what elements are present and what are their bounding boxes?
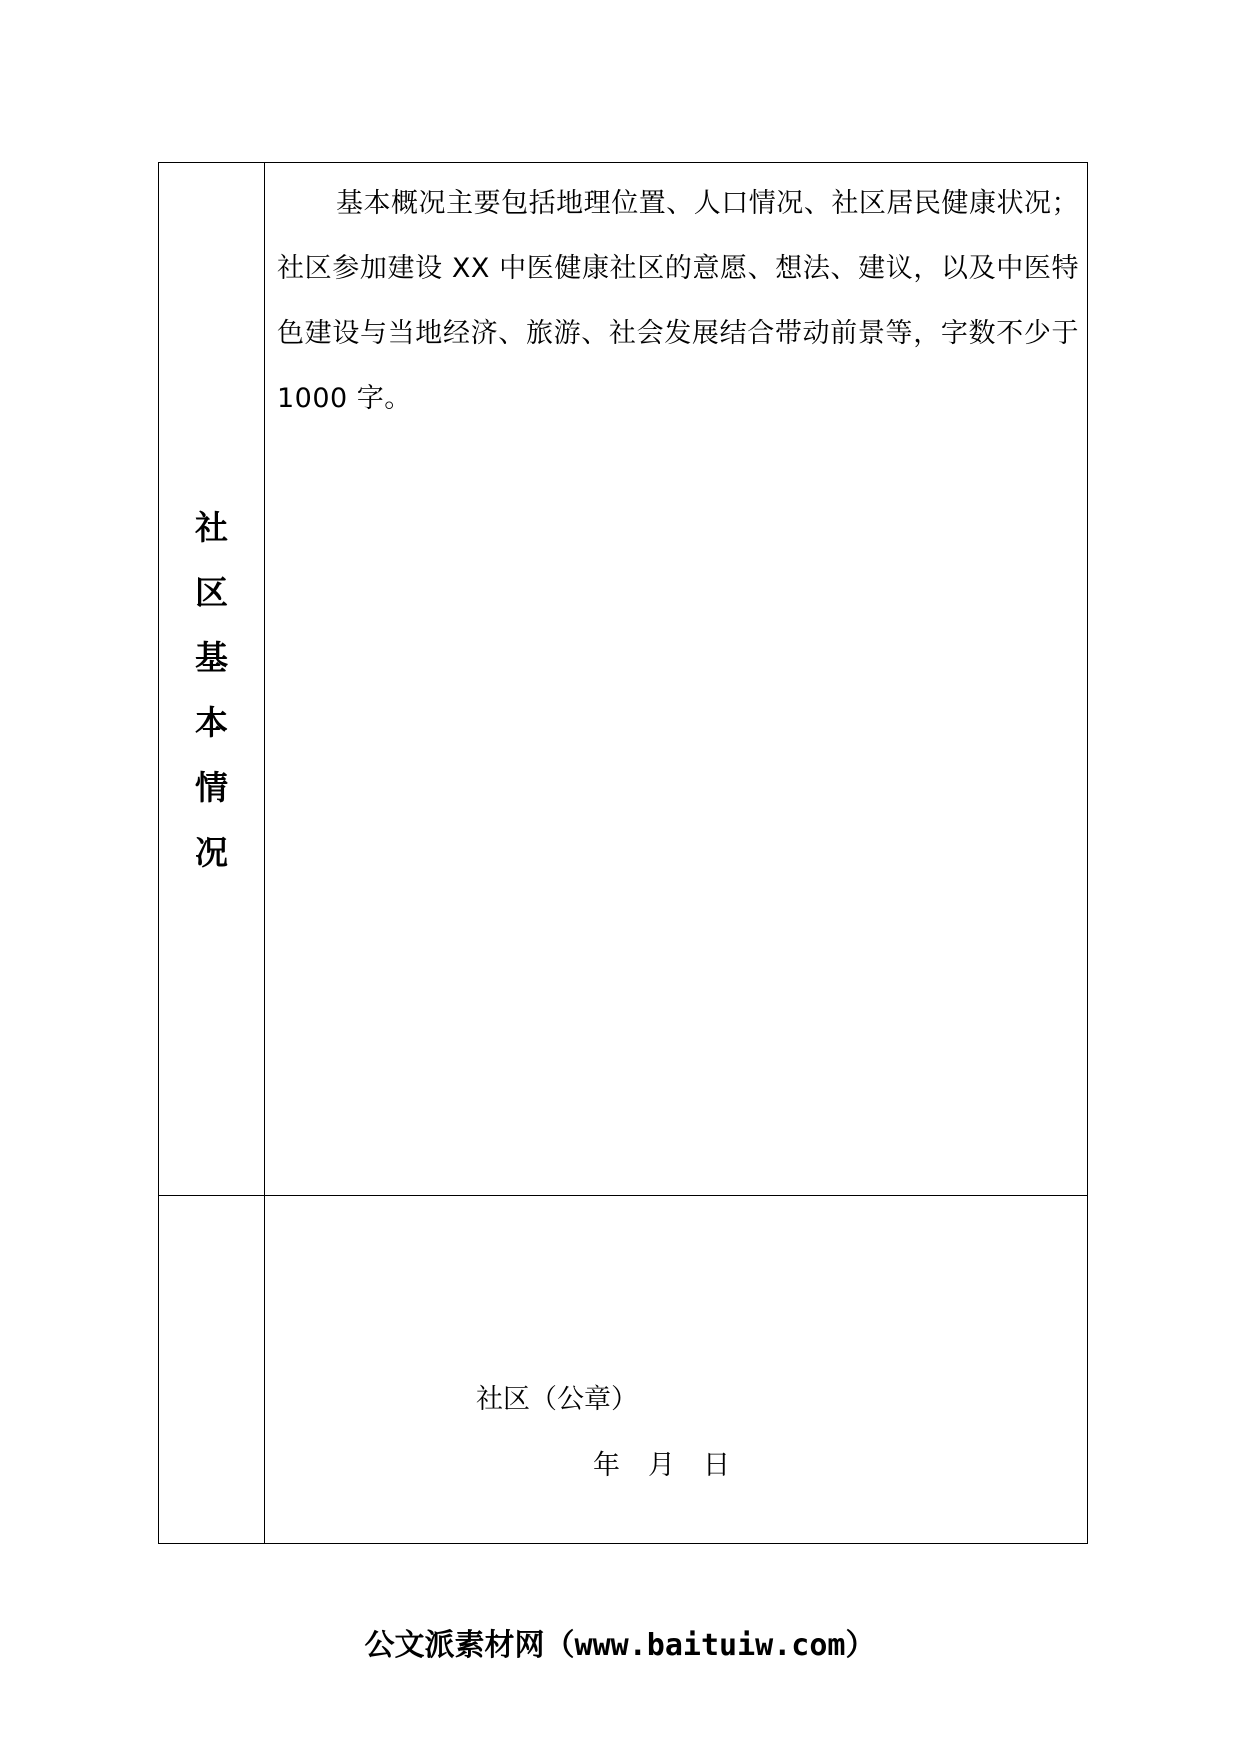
- footer-url: （www.baituiw.com）: [544, 1628, 876, 1663]
- section-label-char: 区: [195, 573, 228, 612]
- date-day: 日: [703, 1450, 730, 1481]
- section-label-char: 基: [195, 638, 228, 677]
- content-cell: [277, 163, 1079, 431]
- section-label: [159, 495, 264, 885]
- section-label-cell: [159, 163, 264, 1195]
- footer-site-name: 公文派素材网: [364, 1628, 545, 1663]
- column-divider: [264, 163, 265, 1543]
- section-label-char: 社: [195, 508, 228, 547]
- row-divider: [159, 1195, 1087, 1196]
- section-label-char: 情: [195, 768, 228, 807]
- date-line: [593, 1446, 730, 1486]
- form-table: [158, 162, 1088, 1544]
- date-month: 月: [648, 1450, 675, 1481]
- section-label-char: 本: [195, 703, 228, 742]
- seal-line: 社区（公章）: [476, 1384, 638, 1415]
- instruction-text: 基本概况主要包括地理位置、人口情况、社区居民健康状况；社区参加建设 XX 中医健康社区的意愿、想法、建议，以及中医特色建设与当地经济、旅游、社会发展结合带动前景等，字数不少于 1000 字。: [277, 188, 1079, 414]
- footer: [0, 1624, 1240, 1668]
- date-year: 年: [593, 1450, 620, 1481]
- section-label-char: 况: [195, 833, 228, 872]
